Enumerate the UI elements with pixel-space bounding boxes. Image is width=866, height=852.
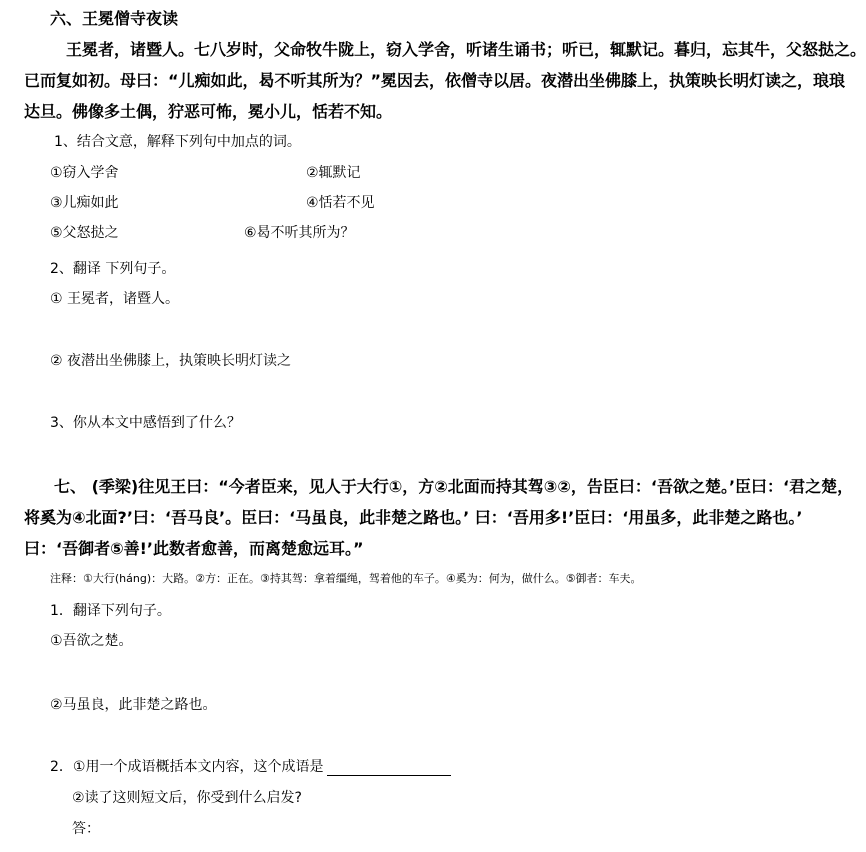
section7-question1: 1．翻译下列句子。 bbox=[50, 603, 171, 619]
section7-translate2: ②马虽良，此非楚之路也。 bbox=[50, 697, 217, 713]
section6-passage-line3: 达旦。佛像多土偶，狞恶可怖，冕小儿，恬若不知。 bbox=[24, 102, 393, 121]
word-item-4: ④恬若不见 bbox=[306, 195, 375, 211]
section7-translate1: ①吾欲之楚。 bbox=[50, 633, 133, 649]
word-item-5: ⑤父怒挞之 bbox=[50, 225, 119, 241]
section6-translate1: ① 王冕者，诸暨人。 bbox=[50, 291, 180, 307]
section6-passage-line1: 王冕者，诸暨人。七八岁时，父命牧牛陇上，窃入学舍，听诸生诵书；听已，辄默记。暮归，忘其牛，父怒挞之。 bbox=[66, 40, 866, 59]
word-item-1: ①窃入学舍 bbox=[50, 165, 119, 181]
section6-question1: 1、结合文意，解释下列句中加点的词。 bbox=[54, 134, 301, 150]
section6-passage-line2: 已而复如初。母曰：“儿痴如此，曷不听其所为？”冕因去，依僧寺以居。夜潜出坐佛膝上，执策映长明灯读之，琅琅 bbox=[24, 71, 846, 90]
section7-passage-line1: 七、 (季梁)往见王曰：“今者臣来，见人于大行①，方②北面而持其驾③②，告臣曰：‘吾欲之楚。’臣曰：‘君之楚， bbox=[54, 477, 854, 496]
section6-translate2: ② 夜潜出坐佛膝上，执策映长明灯读之 bbox=[50, 353, 291, 369]
section7-passage-line2: 将奚为④北面?’曰：‘吾马良’。臣曰：‘马虽良，此非楚之路也。’ 曰：‘吾用多!’臣曰：‘用虽多，此非楚之路也。’ bbox=[24, 508, 803, 527]
word-item-3: ③儿痴如此 bbox=[50, 195, 119, 211]
section7-answer-label: 答： bbox=[72, 821, 100, 837]
section6-question2: 2、翻译 下列句子。 bbox=[50, 261, 176, 277]
section7-question2a-text: 2．①用一个成语概括本文内容，这个成语是 bbox=[50, 759, 324, 775]
section7-passage-line3: 曰：‘吾御者⑤善!’此数者愈善，而离楚愈远耳。” bbox=[24, 539, 364, 558]
idiom-answer-blank[interactable] bbox=[327, 763, 451, 776]
word-item-6: ⑥曷不听其所为？ bbox=[244, 225, 355, 241]
section7-annotation: 注释：①大行(háng)：大路。②方：正在。③持其驾：拿着缰绳，驾着他的车子。④奚为：何为，做什么。⑤御者：车夫。 bbox=[50, 572, 642, 585]
section7-question2a bbox=[50, 756, 451, 776]
section6-title: 六、王冕僧寺夜读 bbox=[50, 9, 179, 28]
section6-question3: 3、你从本文中感悟到了什么？ bbox=[50, 415, 241, 431]
section7-question2b: ②读了这则短文后，你受到什么启发? bbox=[72, 790, 302, 806]
word-item-2: ②辄默记 bbox=[306, 165, 361, 181]
